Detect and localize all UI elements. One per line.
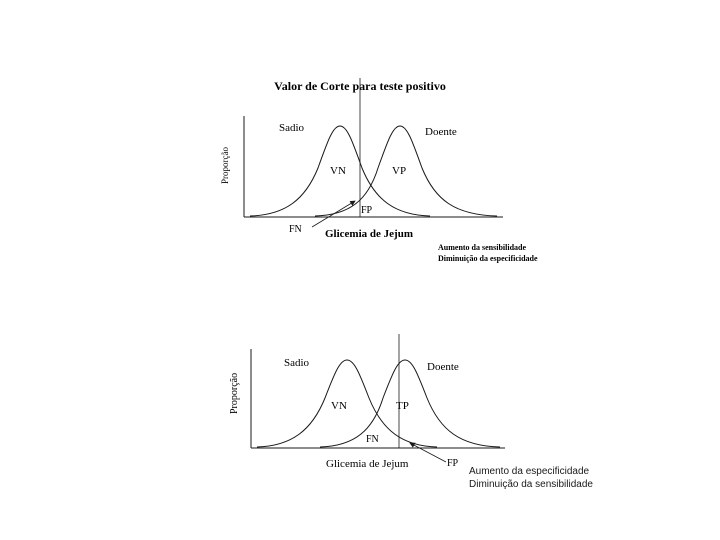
bottom-tn-label: VN [331, 400, 347, 412]
top-tp-label: VP [392, 165, 407, 177]
bottom-note [469, 465, 593, 491]
top-healthy-label: Sadio [279, 122, 305, 134]
top-fn-label: FN [289, 224, 302, 235]
bottom-healthy-label: Sadio [284, 357, 310, 369]
bottom-panel [229, 334, 505, 470]
bottom-y-label: Proporção [229, 372, 240, 414]
bottom-sick-curve [320, 360, 500, 447]
bottom-sick-label: Doente [427, 361, 459, 373]
bottom-fp-arrow [410, 443, 446, 462]
top-x-label: Glicemia de Jejum [325, 228, 413, 240]
top-note-line1: Aumento da sensibilidade [438, 243, 527, 252]
top-fp-label: FP [361, 205, 373, 216]
top-fn-arrow [312, 201, 355, 227]
top-panel [220, 78, 538, 263]
bottom-x-label: Glicemia de Jejum [326, 458, 409, 470]
bottom-healthy-curve [257, 360, 437, 447]
top-sick-label: Doente [425, 126, 457, 138]
top-tn-label: VN [330, 165, 346, 177]
bottom-note-line2: Diminuição da sensibilidade [469, 479, 593, 490]
bottom-tp-label: TP [396, 400, 409, 412]
bottom-fn-label: FN [366, 434, 379, 445]
top-title: Valor de Corte para teste positivo [274, 79, 446, 93]
bottom-note-line1: Aumento da especificidade [469, 466, 590, 477]
top-y-label: Proporção [220, 147, 230, 184]
top-note-line2: Diminuição da especificidade [438, 254, 538, 263]
bottom-fp-label: FP [447, 458, 459, 469]
